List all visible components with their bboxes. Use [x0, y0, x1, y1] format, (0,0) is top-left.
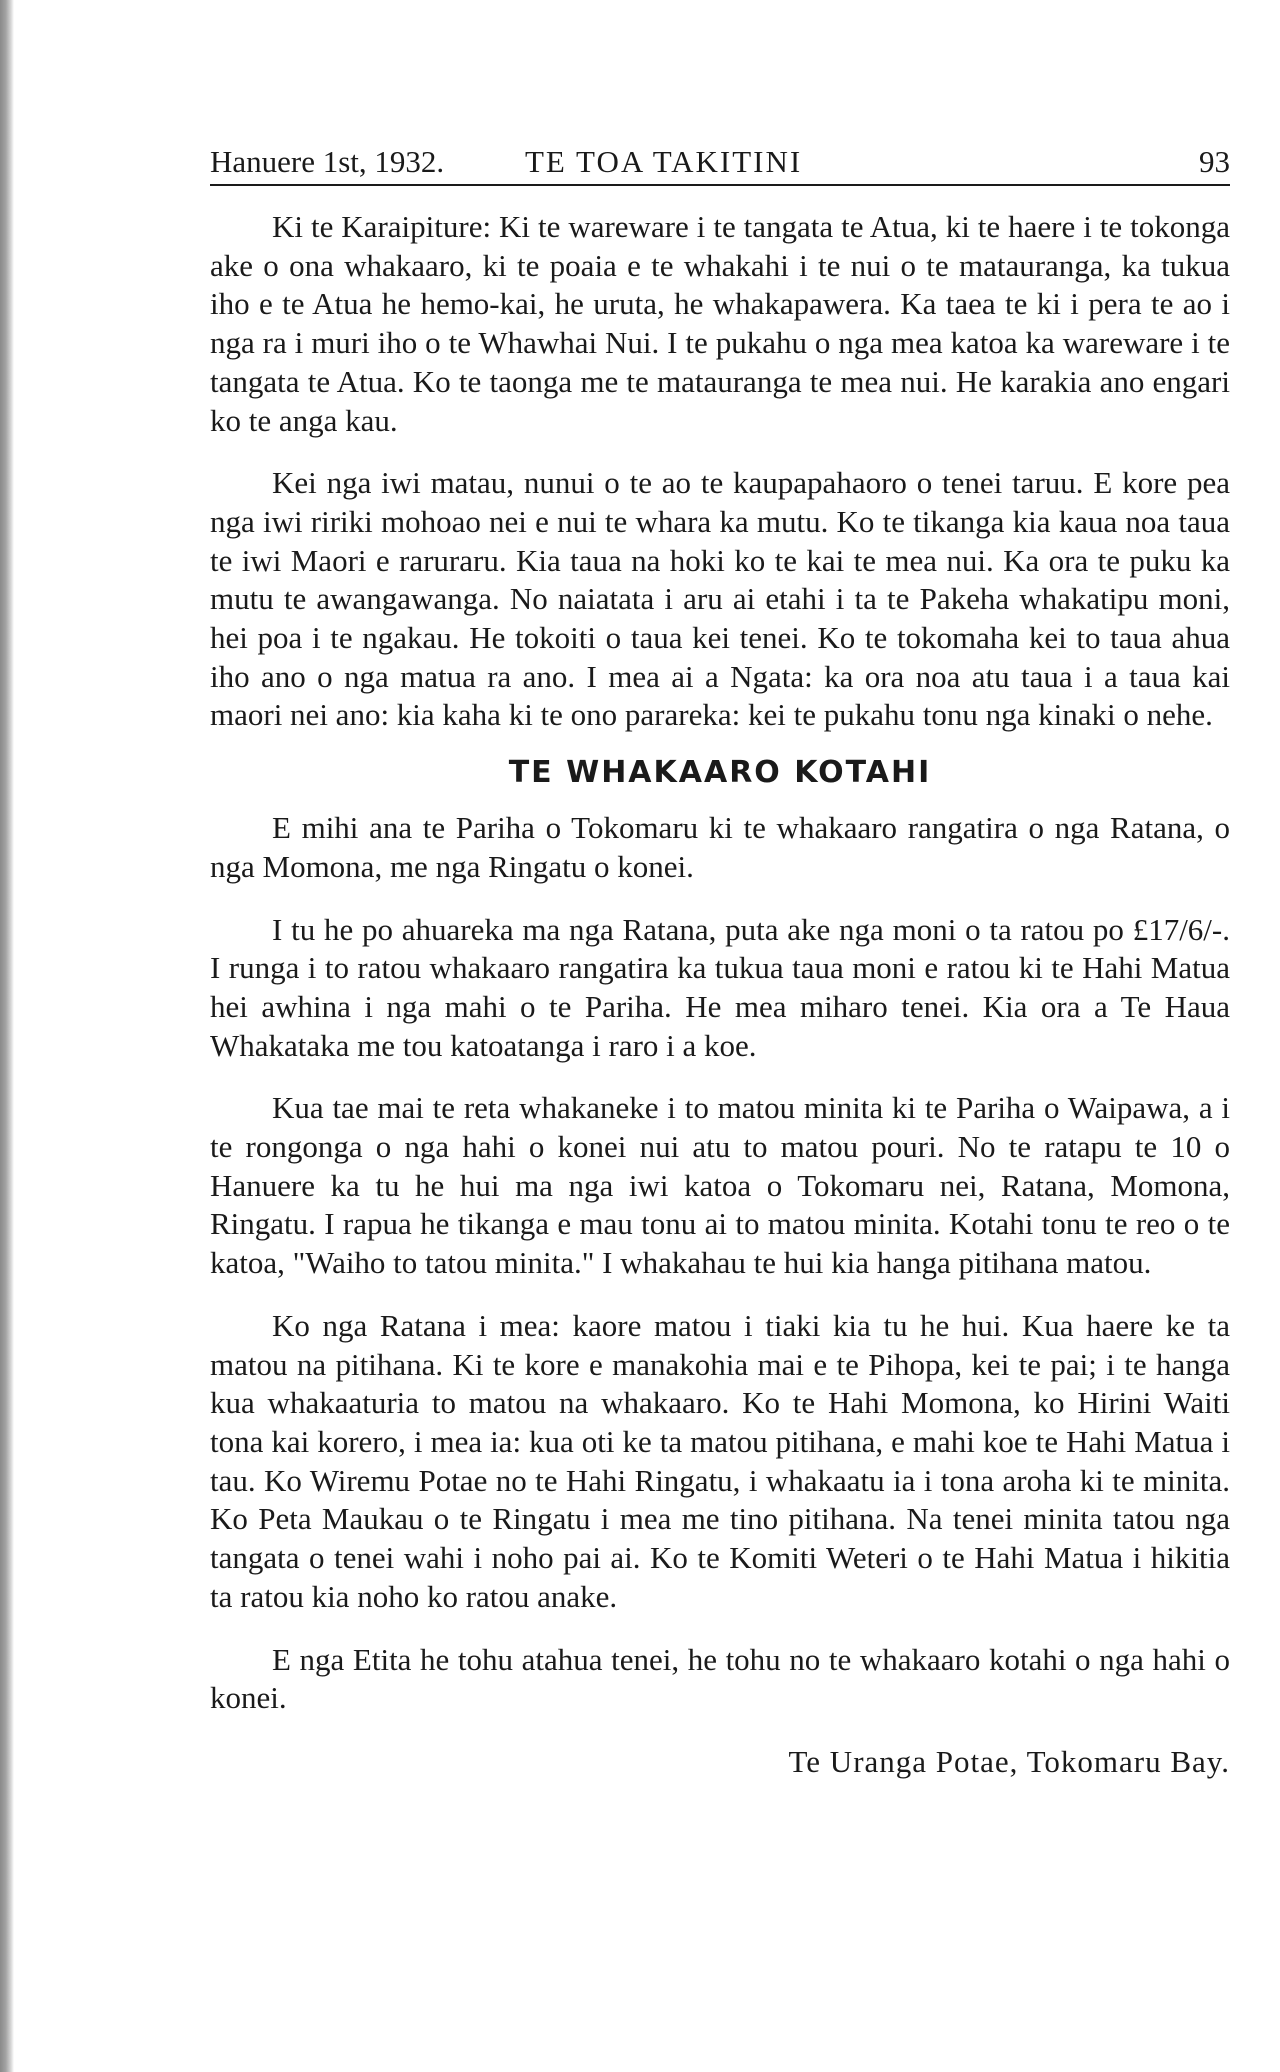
page-binding-shadow	[0, 0, 14, 2072]
paragraph-mihi: E mihi ana te Pariha o Tokomaru ki te whakaaro rangatira o nga Ratana, o nga Momona, me nga Ringatu o konei.	[210, 810, 1230, 884]
paragraph-iwi-matau: Kei nga iwi matau, nunui o te ao te kaupapahaoro o tenei taruu. E kore pea nga iwi ririki mohoao nei e nui te whara ka mutu. Ko te tikanga kia kaua noa taua te iwi Maori e raruraru. Kia taua na hoki ko te kai te mea nui. Ka ora te puku ka mutu te awangawanga. No naiatata i aru ai etahi i ta te Pakeha whakatipu moni, hei poa i te ngakau. He tokoiti o taua kei tenei. Ko te tokomaha kei to taua ahua iho ano o nga matua ra ano. I mea ai a Ngata: ka ora noa atu taua i a taua kai maori nei ano: kia kaha ki te ono parareka: kei te pukahu tonu nga kinaki o nehe.	[210, 465, 1230, 733]
paragraph-reta-whakaneke: Kua tae mai te reta whakaneke i to matou minita ki te Pariha o Waipawa, a i te rongonga o nga hahi o konei nui atu to matou pouri. No te ratapu te 10 o Hanuere ka tu he hui ma nga iwi katoa o Tokomaru nei, Ratana, Momona, Ringatu. I rapua he tikanga e mau tonu ai to matou minita. Kotahi tonu te reo o te katoa, "Waiho to tatou minita." I whakahau te hui kia hanga pitihana matou.	[210, 1090, 1230, 1281]
header-date: Hanuere 1st, 1932.	[210, 144, 445, 179]
paragraph-karaipiture: Ki te Karaipiture: Ki te wareware i te tangata te Atua, ki te haere i te tokonga ake o ona whakaaro, ki te poaia e te whakahi i te nui o te matauranga, ka tukua iho e te Atua he hemo-kai, he uruta, he whakapawera. Ka taea te ki i pera te ao i nga ra i muri iho o te Whawhai Nui. I te pukahu o nga mea katoa ka wareware i te tangata te Atua. Ko te taonga me te matauranga te mea nui. He karakia ano engari ko te anga kau.	[210, 209, 1230, 438]
paragraph-etita: E nga Etita he tohu atahua tenei, he tohu no te whakaaro kotahi o nga hahi o konei.	[210, 1641, 1230, 1716]
article-signature: Te Uranga Potae, Tokomaru Bay.	[788, 1743, 1230, 1779]
document-page	[210, 140, 1230, 1782]
page-number: 93	[1199, 144, 1230, 179]
paragraph-po-ahuareka: I tu he po ahuareka ma nga Ratana, puta ake nga moni o ta ratou po £17/6/-. I runga i to ratou whakaaro rangatira ka tukua taua moni e ratou ki te Hahi Matua hei awhina i nga mahi o te Pariha. He mea miharo tenei. Kia ora a Te Haua Whakataka me tou katoatanga i raro i a koe.	[210, 911, 1230, 1063]
section-title: TE WHAKAARO KOTAHI	[508, 755, 932, 791]
paragraph-ratana-pitihana: Ko nga Ratana i mea: kaore matou i tiaki kia tu he hui. Kua haere ke ta matou na pitihana. Ki te kore e manakohia mai e te Pihopa, kei te pai; i te hanga kua whakaaturia to matou na whakaaro. Ko te Hahi Momona, ko Hirini Waiti tona kai korero, i mea ia: kua oti ke ta matou pitihana, e mahi koe te Hahi Matua i tau. Ko Wiremu Potae no te Hahi Ringatu, i whakaatu ia i tona aroha ki te minita. Ko Peta Maukau o te Ringatu i mea me tino pitihana. Na tenei minita tatou nga tangata o tenei wahi i noho pai ai. Ko te Komiti Weteri o te Hahi Matua i hikitia ta ratou kia noho ko ratou anake.	[210, 1307, 1230, 1614]
running-header	[210, 140, 1230, 186]
article-body	[210, 208, 1230, 1782]
journal-title: TE TOA TAKITINI	[525, 144, 803, 179]
